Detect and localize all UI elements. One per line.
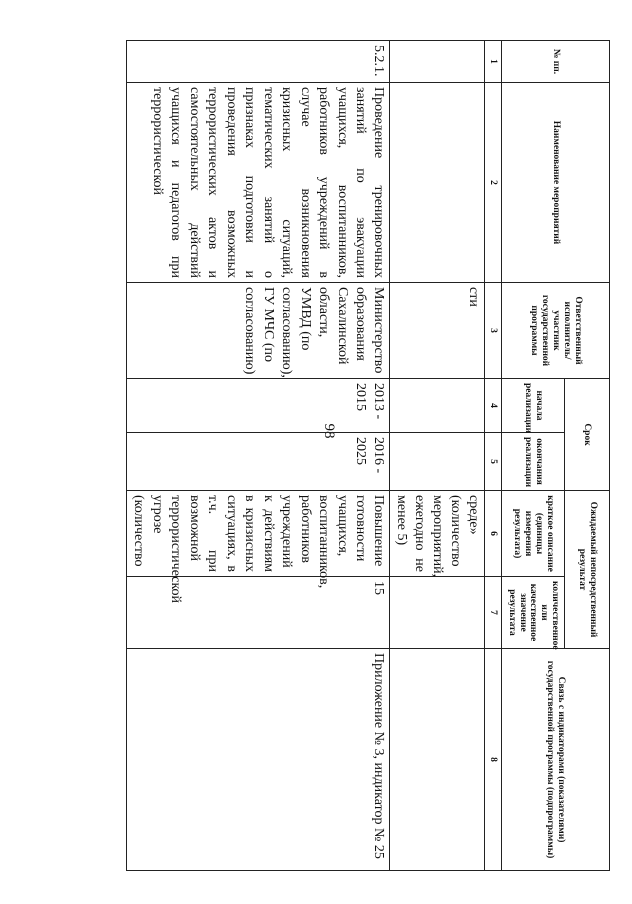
cell-num bbox=[390, 41, 485, 83]
column-number: 1 bbox=[485, 41, 502, 83]
column-number: 5 bbox=[485, 433, 502, 491]
table-row-5-2-1 bbox=[126, 41, 390, 871]
column-number: 2 bbox=[485, 83, 502, 283]
header-responsible: Ответственный исполнитель/ участник государственной программы bbox=[502, 283, 610, 379]
cell-result-quant bbox=[390, 577, 485, 649]
cell-result-short: Повышение готовности учащихся, воспитанников, работников учреждений к действиям в кризисных ситуациях, в т.ч. при возможной террористической угрозе (количество bbox=[126, 491, 390, 577]
table-row-continuation bbox=[390, 41, 485, 871]
header-result: Ожидаемый непосредственный результат bbox=[565, 491, 610, 649]
cell-link bbox=[390, 649, 485, 871]
measures-table-sheet bbox=[62, 40, 610, 870]
cell-responsible: Министерство образования Сахалинской области, УМВД (по согласованию), ГУ МЧС (по согласованию) bbox=[126, 283, 390, 379]
cell-name: Проведение тренировочных занятий по эвакуации учащихся, воспитанников, работников учреждений в случае возникновения кризисных ситуаций, тематических занятий о признаках подготовки и проведения возможных террористических актов и самостоятельных действий учащихся и педагогов при террористической bbox=[126, 83, 390, 283]
cell-end: 2016 - 2025 bbox=[126, 433, 390, 491]
cell-link: Приложение № 3, индикатор № 25 bbox=[126, 649, 390, 871]
column-number-row bbox=[485, 41, 502, 871]
header-name: Наименование мероприятий bbox=[502, 83, 610, 283]
cell-end bbox=[390, 433, 485, 491]
cell-start: 2013 - 2015 bbox=[126, 379, 390, 433]
column-number: 7 bbox=[485, 577, 502, 649]
header-period: Срок bbox=[565, 379, 610, 491]
cell-result-quant: 15 bbox=[126, 577, 390, 649]
column-number: 8 bbox=[485, 649, 502, 871]
column-number: 4 bbox=[485, 379, 502, 433]
column-number: 3 bbox=[485, 283, 502, 379]
header-result-quant: количественное или качественное значение результата bbox=[502, 577, 565, 649]
column-number: 6 bbox=[485, 491, 502, 577]
measures-table bbox=[126, 40, 610, 871]
cell-start bbox=[390, 379, 485, 433]
page-number: 98 bbox=[321, 423, 337, 439]
cell-name bbox=[390, 83, 485, 283]
cell-num: 5.2.1. bbox=[126, 41, 390, 83]
header-period-start: начала реализации bbox=[502, 379, 565, 433]
cell-responsible: сти bbox=[390, 283, 485, 379]
header-num: № пп. bbox=[502, 41, 610, 83]
header-period-end: окончания реализации bbox=[502, 433, 565, 491]
cell-result-short: среде» (количество мероприятий, ежегодно не менее 5) bbox=[390, 491, 485, 577]
header-result-short: краткое описание (единицы измерения результата) bbox=[502, 491, 565, 577]
header-link: Связь с индикаторами (показателями) государственной программы (подпрограммы) bbox=[502, 649, 610, 871]
